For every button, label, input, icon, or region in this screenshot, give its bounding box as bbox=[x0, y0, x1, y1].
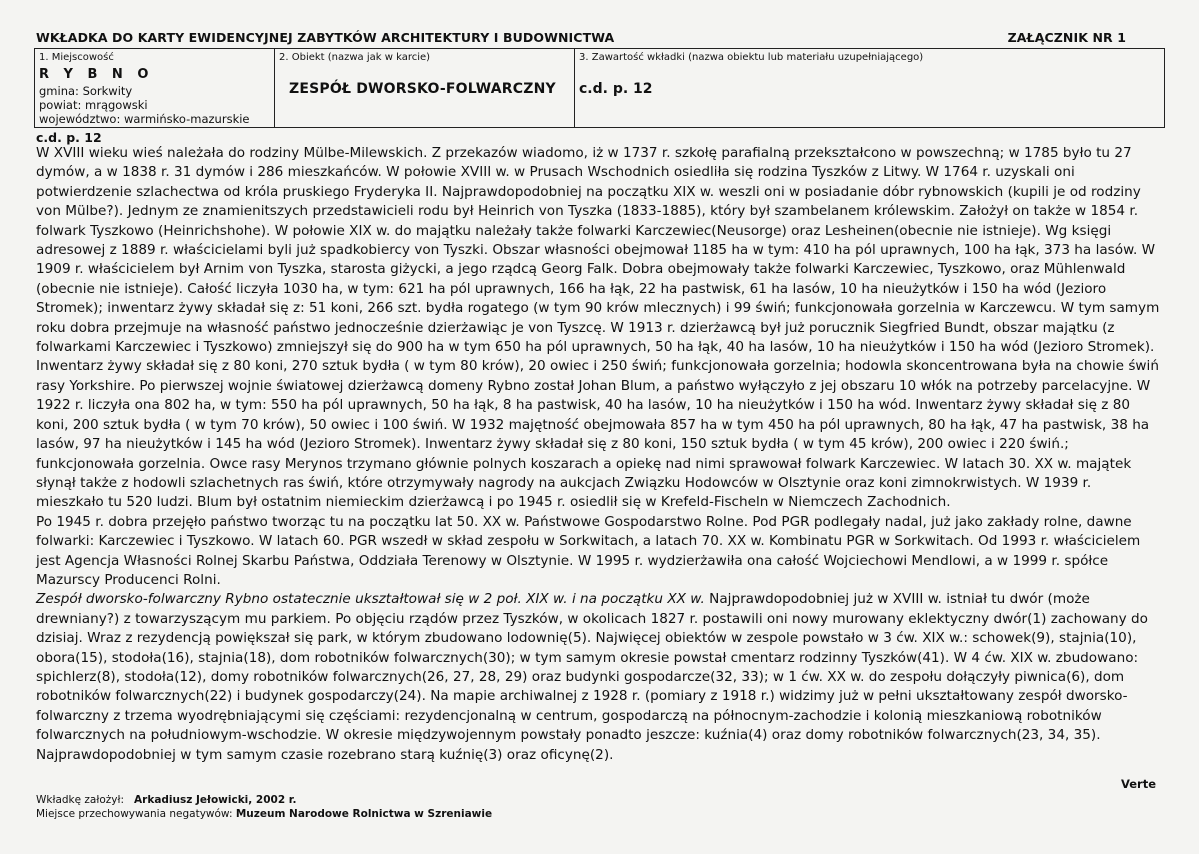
author-value: Arkadiusz Jełowicki, 2002 r. bbox=[134, 794, 297, 806]
body-text bbox=[36, 144, 1160, 765]
author-label: Wkładkę założył: bbox=[36, 794, 125, 806]
complex-intro-italic: Zespół dworsko-folwarczny Rybno ostatecznie ukształtował się w 2 poł. XIX w. i na początku XX w. bbox=[36, 591, 705, 608]
locality-cell bbox=[35, 49, 275, 127]
paragraph-history: W XVIII wieku wieś należała do rodziny Mülbe-Milewskich. Z przekazów wiadomo, iż w 1737 r. szkołę parafialną przekształcono w powszechną; w 1785 było tu 27 dymów, a w 1838 r. 31 dymów i 286 mieszkańców. W połowie XVIII w. w Prusach Wschodnich osiedliła się rodzina Tyszków z Litwy. W 1764 r. uzyskali oni potwierdzenie szlachectwa od króla pruskiego Fryderyka II. Najprawdopodobniej na początku XIX w. weszli oni w posiadanie dóbr rybnowskich (kupili je od rodziny von Mülbe?). Jednym ze znamienitszych przedstawicieli rodu był Heinrich von Tyszka (1833-1885), który był szambelanem królewskim. Założył on także w 1854 r. folwark Tyszkowo (Heinrichshohe). W połowie XIX w. do majątku należały także folwarki Karczewiec(Neusorge) oraz Lesheinen(obecnie nie istnieje). Wg księgi adresowej z 1889 r. właścicielami byli już spadkobiercy von Tyszki. Obszar własności obejmował 1185 ha w tym: 410 ha pól uprawnych, 100 ha łąk, 373 ha lasów. W 1909 r. właścicielem był Arnim von Tyszka, starosta giżycki, a jego rządcą Georg Falk. Dobra obejmowały także folwarki Karczewiec, Tyszkowo, oraz Mühlenwald (obecnie nie istnieje). Całość liczyła 1030 ha, w tym: 621 ha pól uprawnych, 166 ha łąk, 22 ha pastwisk, 61 ha lasów, 10 ha nieużytków i 150 ha wód (Jezioro Stromek); inwentarz żywy składał się z: 51 koni, 266 szt. bydła rogatego (w tym 90 krów mlecznych) i 99 świń; funkcjonowała gorzelnia w Karczewcu. W tym samym roku dobra przejmuje na własność państwo jednocześnie dzierżawiąc je von Tyszcę. W 1913 r. dzierżawcą był już porucznik Siegfried Bundt, obszar majątku (z folwarkami Karczewiec i Tyszkowo) zmniejszył się do 900 ha w tym 650 ha pól uprawnych, 50 ha łąk, 40 ha lasów, 10 ha nieużytków i 150 ha wód (Jezioro Stromek). Inwentarz żywy składał się z 80 koni, 270 sztuk bydła ( w tym 80 krów), 20 owiec i 250 świń; funkcjonowała gorzelnia; hodowla skoncentrowana była na chowie świń rasy Yorkshire. Po pierwszej wojnie światowej dzierżawcą domeny Rybno został Johan Blum, a państwo wyłączyło z jej obszaru 10 włók na potrzeby parcelacyjne. W 1922 r. liczyła ona 802 ha, w tym: 550 ha pól uprawnych, 50 ha łąk, 8 ha pastwisk, 40 ha lasów, 10 ha nieużytków i 150 ha wód. Inwentarz żywy składał się z 80 koni, 200 sztuk bydła ( w tym 70 krów), 50 owiec i 100 świń. W 1932 majętność obejmowała 857 ha w tym 450 ha pól uprawnych, 80 ha łąk, 47 ha pastwisk, 38 ha lasów, 97 ha nieużytków i 145 ha wód (Jezioro Stromek). Inwentarz żywy składał się z 80 koni, 150 sztuk bydła ( w tym 45 krów), 200 owiec i 220 świń.; funkcjonowała gorzelnia. Owce rasy Merynos trzymano głównie polnych koszarach a opiekę nad nimi sprawował folwark Karczewiec. W latach 30. XX w. majątek słynął także z hodowli szlachetnych ras świń, które otrzymywały nagrody na aukcjach Związku Hodowców w Olsztynie oraz koni zimnokrwistych. W 1939 r. mieszkało tu 520 ludzi. Blum był ostatnim niemieckim dzierżawcą i po 1945 r. osiedlił się w Krefeld-Fischeln w Niemczech Zachodnich. bbox=[36, 145, 1160, 511]
contents-value: c.d. p. 12 bbox=[579, 81, 653, 97]
paragraph-complex bbox=[36, 590, 1160, 765]
author-line bbox=[36, 794, 296, 806]
info-table bbox=[34, 48, 1165, 128]
storage-value: Muzeum Narodowe Rolnictwa w Szreniawie bbox=[235, 808, 493, 820]
storage-label: Miejsce przechowywania negatywów: bbox=[36, 808, 233, 820]
paragraph-postwar: Po 1945 r. dobra przejęło państwo tworząc tu na początku lat 50. XX w. Państwowe Gospodarstwo Rolne. Pod PGR podlegały nadal, już jako zakłady rolne, dawne folwarki: Karczewiec i Tyszkowo. W latach 60. PGR wszedł w skład zespołu w Sorkwitach, a latach 70. XX w. Kombinatu PGR w Sorkwitach. Od 1993 r. właścicielem jest Agencja Własności Rolnej Skarbu Państwa, Oddziała Terenowy w Olsztynie. W 1995 r. wydzierżawiła ona całość Wojciechowi Mendlowi, a w 1999 r. spółce Mazurscy Producenci Rolni. bbox=[36, 513, 1141, 588]
document-title: WKŁADKA DO KARTY EWIDENCYJNEJ ZABYTKÓW ARCHITEKTURY I BUDOWNICTWA bbox=[36, 30, 615, 45]
gmina-text: gmina: Sorkwity bbox=[39, 84, 133, 98]
locality-name: R Y B N O bbox=[39, 67, 154, 82]
wojewodztwo-text: województwo: warmińsko-mazurskie bbox=[39, 112, 250, 126]
locality-label: 1. Miejscowość bbox=[39, 52, 114, 63]
contents-cell bbox=[575, 49, 1164, 127]
contents-label: 3. Zawartość wkładki (nazwa obiektu lub materiału uzupełniającego) bbox=[579, 52, 924, 63]
object-label: 2. Obiekt (nazwa jak w karcie) bbox=[279, 52, 431, 63]
object-name: ZESPÓŁ DWORSKO-FOLWARCZNY bbox=[289, 81, 556, 97]
annex-label: ZAŁĄCZNIK NR 1 bbox=[1007, 30, 1126, 45]
object-cell bbox=[275, 49, 575, 127]
powiat-text: powiat: mrągowski bbox=[39, 98, 148, 112]
continuation-heading: c.d. p. 12 bbox=[36, 130, 102, 145]
storage-line bbox=[36, 808, 492, 820]
verte-label: Verte bbox=[1120, 777, 1156, 791]
locality-details bbox=[39, 84, 250, 126]
complex-description: Najprawdopodobniej już w XVIII w. istniał tu dwór (może drewniany?) z towarzyszącym mu parkiem. Po objęciu rządów przez Tyszków, w okolicach 1827 r. postawili oni nowy murowany eklektyczny dwór(1) zachowany do dzisiaj. Wraz z rezydencją powiększał się park, w którym zbudowano lodownię(5). Najwięcej obiektów w zespole powstało w 3 ćw. XIX w.: schowek(9), stajnia(10), obora(15), stodoła(16), stajnia(18), dom robotników folwarcznych(30); w tym samym okresie powstał cmentarz rodzinny Tyszków(41). W 4 ćw. XIX w. zbudowano: spichlerz(8), stodoła(12), domy robotników folwarcznych(26, 27, 28, 29) oraz budynki gospodarcze(32, 33); w 1 ćw. XX w. do zespołu dołączyły piwnica(6), dom robotników folwarcznych(22) i budynek gospodarczy(24). Na mapie archiwalnej z 1928 r. (pomiary z 1918 r.) widzimy już w pełni ukształtowany zespół dworsko-folwarczny z trzema wyodrębniającymi się częściami: rezydencjonalną w centrum, gospodarczą na północnym-zachodzie i kolonią mieszkaniową robotników folwarcznych na południowym-wschodzie. W okresie międzywojennym powstały ponadto jeszcze: kuźnia(4) oraz domy robotników folwarcznych(23, 34, 35). Najprawdopodobniej w tym samym czasie rozebrano starą kuźnię(3) oraz oficynę(2). bbox=[36, 591, 1148, 763]
